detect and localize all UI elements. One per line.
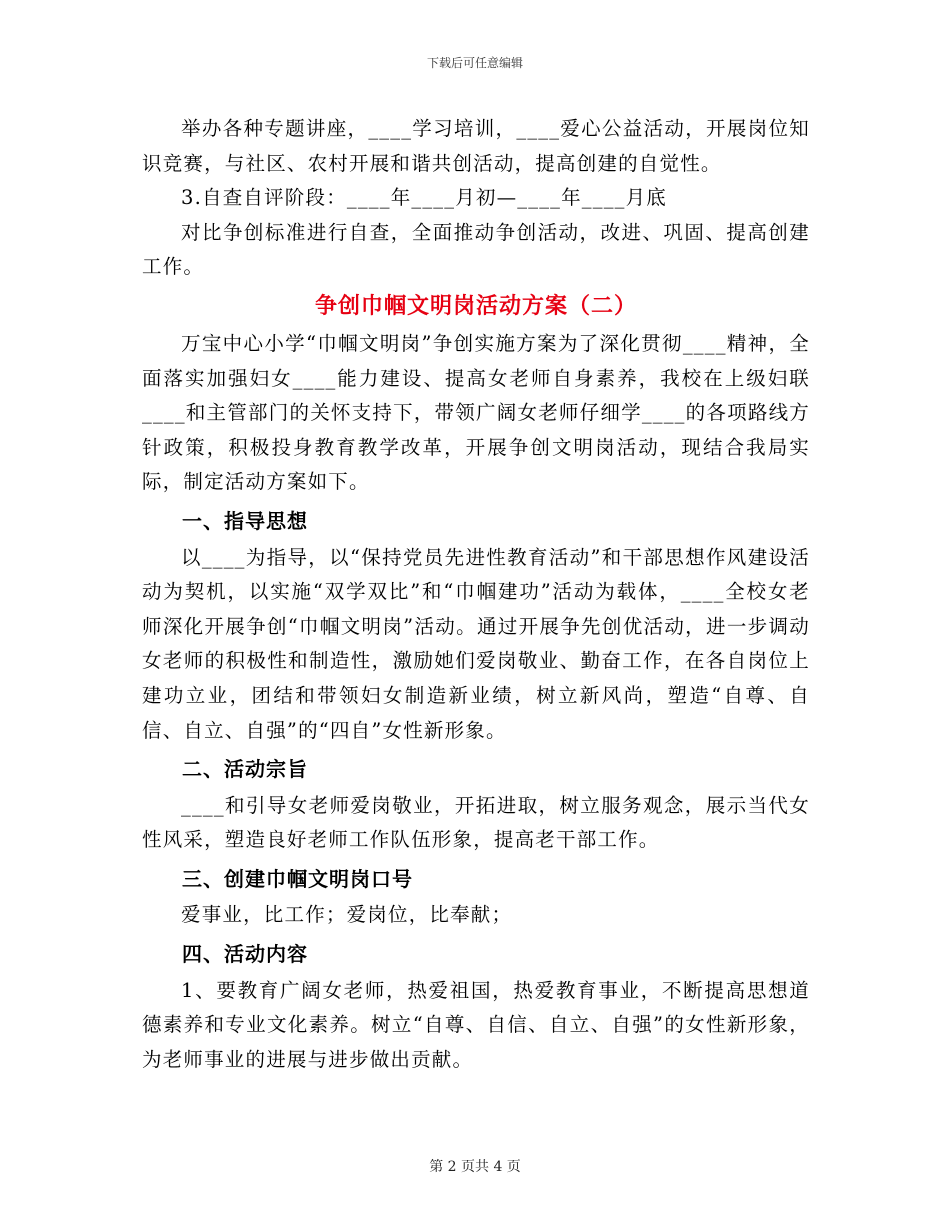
page-header-note: 下载后可任意编辑	[426, 56, 523, 70]
section-heading-purpose: 二、活动宗旨	[182, 757, 308, 782]
section-body-slogan: 爱事业，比工作；爱岗位，比奉献；	[181, 903, 513, 927]
section-body-guiding-thought: 以____为指导，以“保持党员先进性教育活动”和干部思想作风建设活动为契机，以实施“双学双比”和“巾帼建功”活动为载体，____全校女老师深化开展争创“巾帼文明岗”活动。通过开展争先创优活动，进一步调动女老师的积极性和制造性，激励她们爱岗敬业、勤奋工作，在各自岗位上建功立业，团结和带领妇女制造新业绩，树立新风尚，塑造“自尊、自信、自立、自强”的“四自”女性新形象。	[142, 545, 810, 742]
paragraph-self-check-phase: 3.自查自评阶段：____年____月初—____年____月底	[181, 186, 668, 210]
document-body	[142, 112, 810, 1077]
page-number: 第 2 页共 4 页	[429, 1159, 521, 1175]
section-heading-content: 四、活动内容	[182, 942, 308, 967]
paragraph-intro: 万宝中心小学“巾帼文明岗”争创实施方案为了深化贯彻____精神，全面落实加强妇女____能力建设、提高女老师自身素养，我校在上级妇联____和主管部门的关怀支持下，带领广阔女老师仔细学____的各项路线方针政策，积极投身教育教学改革，开展争创文明岗活动，现结合我局实际，制定活动方案如下。	[142, 331, 810, 494]
section-body-purpose: ____和引导女老师爱岗敬业，开拓进取，树立服务观念，展示当代女性风采，塑造良好老师工作队伍形象，提高老干部工作。	[142, 793, 810, 852]
paragraph-lectures: 举办各种专题讲座，____学习培训，____爱心公益活动，开展岗位知识竞赛，与社区、农村开展和谐共创活动，提高创建的自觉性。	[142, 117, 810, 175]
document-title: 争创巾帼文明岗活动方案（二）	[314, 293, 637, 319]
section-body-content: 1、要教育广阔女老师，热爱祖国，热爱教育事业，不断提高思想道德素养和专业文化素养。树立“自尊、自信、自立、自强”的女性新形象，为老师事业的进展与进步做出贡献。	[142, 978, 810, 1071]
paragraph-self-check-body: 对比争创标准进行自查，全面推动争创活动，改进、巩固、提高创建工作。	[142, 220, 810, 279]
section-heading-guiding-thought: 一、指导思想	[182, 508, 308, 533]
section-heading-slogan: 三、创建巾帼文明岗口号	[182, 866, 413, 891]
